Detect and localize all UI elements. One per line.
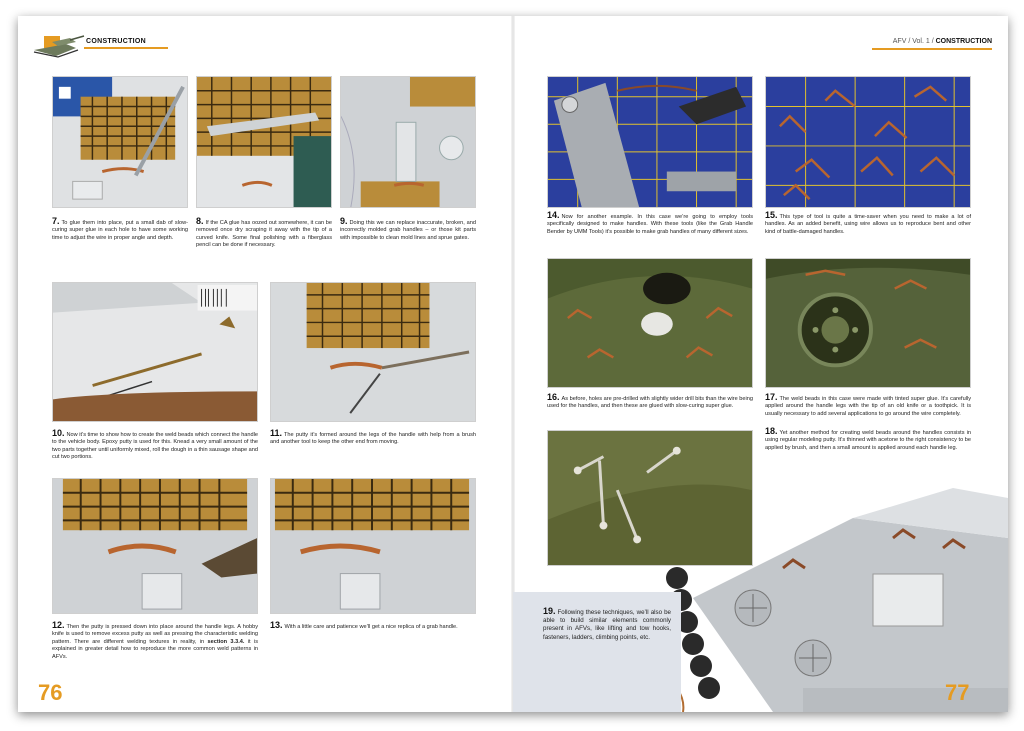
caption-12: 12. Then the putty is pressed down into place around the handle legs. A hobby knife is used to remove excess putty as well as pressing the characteristic welding pattern. There are different welding textures in reality, in section 3.3.4. it is explained in greater detail how to reproduce the more common weld patterns in AFVs. xyxy=(52,620,258,660)
tank-hull-photo xyxy=(653,478,1008,712)
photo-11 xyxy=(270,282,476,422)
caption-18: 18. Yet another method for creating weld beads around the handles consists in using regular modeling putty. It’s thinned with acetone to the right consistency to be applied by brush, and then a small amount is applied around each handle leg. xyxy=(765,426,971,451)
caption-19: 19. Following these techniques, we’ll also be able to build similar elements commonly present in AFVs, like lifting and tow hooks, fasteners, ladders, climbing points, etc. xyxy=(543,606,671,641)
photo-9 xyxy=(340,76,476,208)
tip-box xyxy=(513,592,681,712)
magazine-spread xyxy=(18,16,1008,712)
caption-7: 7. To glue them into place, put a small dab of slow-curing super glue in each hole to have some working time to adjust the wire in proper angle and depth. xyxy=(52,216,188,241)
caption-8: 8. If the CA glue has oozed out somewhere, it can be removed once dry scraping it away with the tip of a curved knife. Some final polishing with a fiberglass pencil can be done if necessary. xyxy=(196,216,332,249)
caption-15: 15. This type of tool is quite a time-saver when you need to make a lot of handles. As an added benefit, using wire allows us to reproduce bent and other kind of battle-damaged handles. xyxy=(765,210,971,235)
photo-16 xyxy=(547,258,753,388)
left-page xyxy=(18,16,513,712)
caption-16: 16. As before, holes are pre-drilled with slightly wider drill bits than the wire being used for the handles, and then these are glued with slow-curing super glue. xyxy=(547,392,753,410)
photo-12 xyxy=(52,478,258,614)
photo-7 xyxy=(52,76,188,208)
caption-14: 14. Now for another example. In this case we’re going to employ tools specifically designed to make handles. With these tools (like the Grab Handle Bender by UMM Tools) it’s possible to make grab handles of many different sizes. xyxy=(547,210,753,235)
photo-17 xyxy=(765,258,971,388)
right-page xyxy=(513,16,1008,712)
section-tag: CONSTRUCTION xyxy=(86,38,146,45)
photo-10 xyxy=(52,282,258,422)
caption-13: 13. With a little care and patience we’ll get a nice replica of a grab handle. xyxy=(270,620,458,630)
header-rule-right xyxy=(872,48,992,50)
running-header: AFV / Vol. 1 / CONSTRUCTION xyxy=(892,38,992,45)
caption-17: 17. The weld beads in this case were made with tinted super glue. It’s carefully applied around the handle legs with the tip of an old knife or a toothpick. It is usually necessary to add several applications to go around the wire completely. xyxy=(765,392,971,417)
photo-14 xyxy=(547,76,753,208)
page-number-right: 77 xyxy=(945,680,970,705)
page-number-left: 76 xyxy=(38,680,63,705)
caption-10: 10. Now it’s time to show how to create the weld beads which connect the handle to the vehicle body. Epoxy putty is used for this. Knead a very small amount of the two parts together until uniformly mixed, roll the dough in a thin sausage shape and cut two portions. xyxy=(52,428,258,461)
photo-15 xyxy=(765,76,971,208)
caption-11: 11. The putty it’s formed around the legs of the handle with help from a brush and another tool to keep the other end from moving. xyxy=(270,428,476,446)
photo-8 xyxy=(196,76,332,208)
tank-logo-icon xyxy=(26,26,88,62)
photo-13 xyxy=(270,478,476,614)
caption-9: 9. Doing this we can replace inaccurate, broken, and incorrectly molded grab handles – or those kit parts with impossible to clean mold lines and sprue gates. xyxy=(340,216,476,241)
header-rule xyxy=(84,47,168,49)
